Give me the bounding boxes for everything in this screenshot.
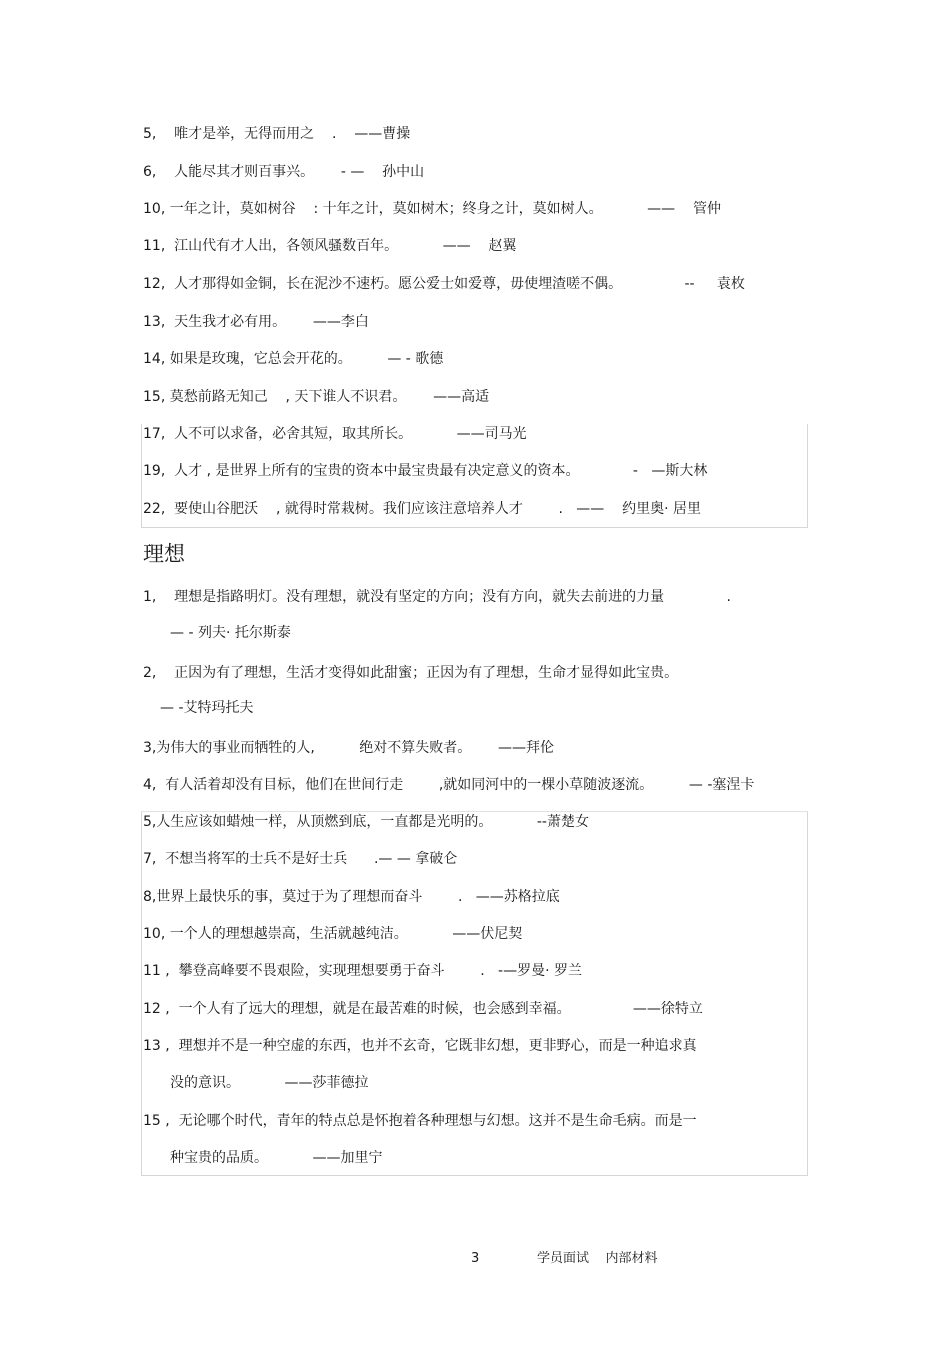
quote-line-continued: 没的意识。 ——莎菲德拉 xyxy=(170,1075,369,1091)
quote-line: 1, 理想是指路明灯。没有理想，就没有坚定的方向；没有方向，就失去前进的力量 . xyxy=(143,589,731,605)
footer-text: 学员面试 内部材料 xyxy=(537,1251,658,1266)
quote-line: 8,世界上最快乐的事，莫过于为了理想而奋斗 . ——苏格拉底 xyxy=(143,889,560,905)
quote-line: 19, 人才 , 是世界上所有的宝贵的资本中最宝贵最有决定意义的资本。 - —斯大林 xyxy=(143,463,708,479)
quote-attribution: — - 列夫· 托尔斯泰 xyxy=(170,625,291,641)
quote-line: 5, 唯才是举，无得而用之 . ——曹操 xyxy=(143,126,411,142)
quote-line: 6, 人能尽其才则百事兴。 - — 孙中山 xyxy=(143,164,425,180)
quote-line: 10, 一年之计，莫如树谷 : 十年之计，莫如树木；终身之计，莫如树人。 —— 管仲 xyxy=(143,201,721,217)
quote-line: 13, 天生我才必有用。 ——李白 xyxy=(143,314,369,330)
quote-line: 15 , 无论哪个时代，青年的特点总是怀抱着各种理想与幻想。这并不是生命毛病。而是一 xyxy=(143,1113,697,1129)
quote-line: 2, 正因为有了理想，生活才变得如此甜蜜；正因为有了理想，生命才显得如此宝贵。 xyxy=(143,665,679,681)
quote-line: 5,人生应该如蜡烛一样，从顶燃到底，一直都是光明的。 --萧楚女 xyxy=(143,814,589,830)
quote-line: 4, 有人活着却没有目标，他们在世间行走 ,就如同河中的一棵小草随波逐流。 — -塞涅卡 xyxy=(143,777,755,793)
quote-line: 13 , 理想并不是一种空虚的东西，也并不玄奇，它既非幻想，更非野心，而是一种追求真 xyxy=(143,1038,697,1054)
section-heading: 理想 xyxy=(143,542,185,566)
quote-line-continued: 种宝贵的品质。 ——加里宁 xyxy=(170,1150,383,1166)
quote-line: 10, 一个人的理想越崇高，生活就越纯洁。 ——伏尼契 xyxy=(143,926,523,942)
quote-line: 11 , 攀登高峰要不畏艰险，实现理想要勇于奋斗 . -—罗曼· 罗兰 xyxy=(143,963,582,979)
quote-line: 17, 人不可以求备，必舍其短，取其所长。 ——司马光 xyxy=(143,426,527,442)
page-number: 3 xyxy=(471,1251,480,1266)
quote-line: 22, 要使山谷肥沃 , 就得时常栽树。我们应该注意培养人才 . —— 约里奥· 居里 xyxy=(143,501,701,517)
quote-attribution: — -艾特玛托夫 xyxy=(160,700,254,716)
quote-line: 12, 人才那得如金铜，长在泥沙不速朽。愿公爱士如爱尊，毋使埋渣嗟不偶。 -- 袁枚 xyxy=(143,276,745,292)
quote-line: 3,为伟大的事业而牺牲的人, 绝对不算失败者。 ——拜伦 xyxy=(143,740,555,756)
quote-line: 15, 莫愁前路无知己 , 天下谁人不识君。 ——高适 xyxy=(143,389,490,405)
quote-line: 14, 如果是玫瑰，它总会开花的。 — - 歌德 xyxy=(143,351,444,367)
quote-line: 7, 不想当将军的士兵不是好士兵 .— — 拿破仑 xyxy=(143,851,458,867)
quote-line: 12 , 一个人有了远大的理想，就是在最苦难的时候，也会感到幸福。 ——徐特立 xyxy=(143,1001,703,1017)
quote-line: 11, 江山代有才人出，各领风骚数百年。 —— 赵翼 xyxy=(143,238,517,254)
